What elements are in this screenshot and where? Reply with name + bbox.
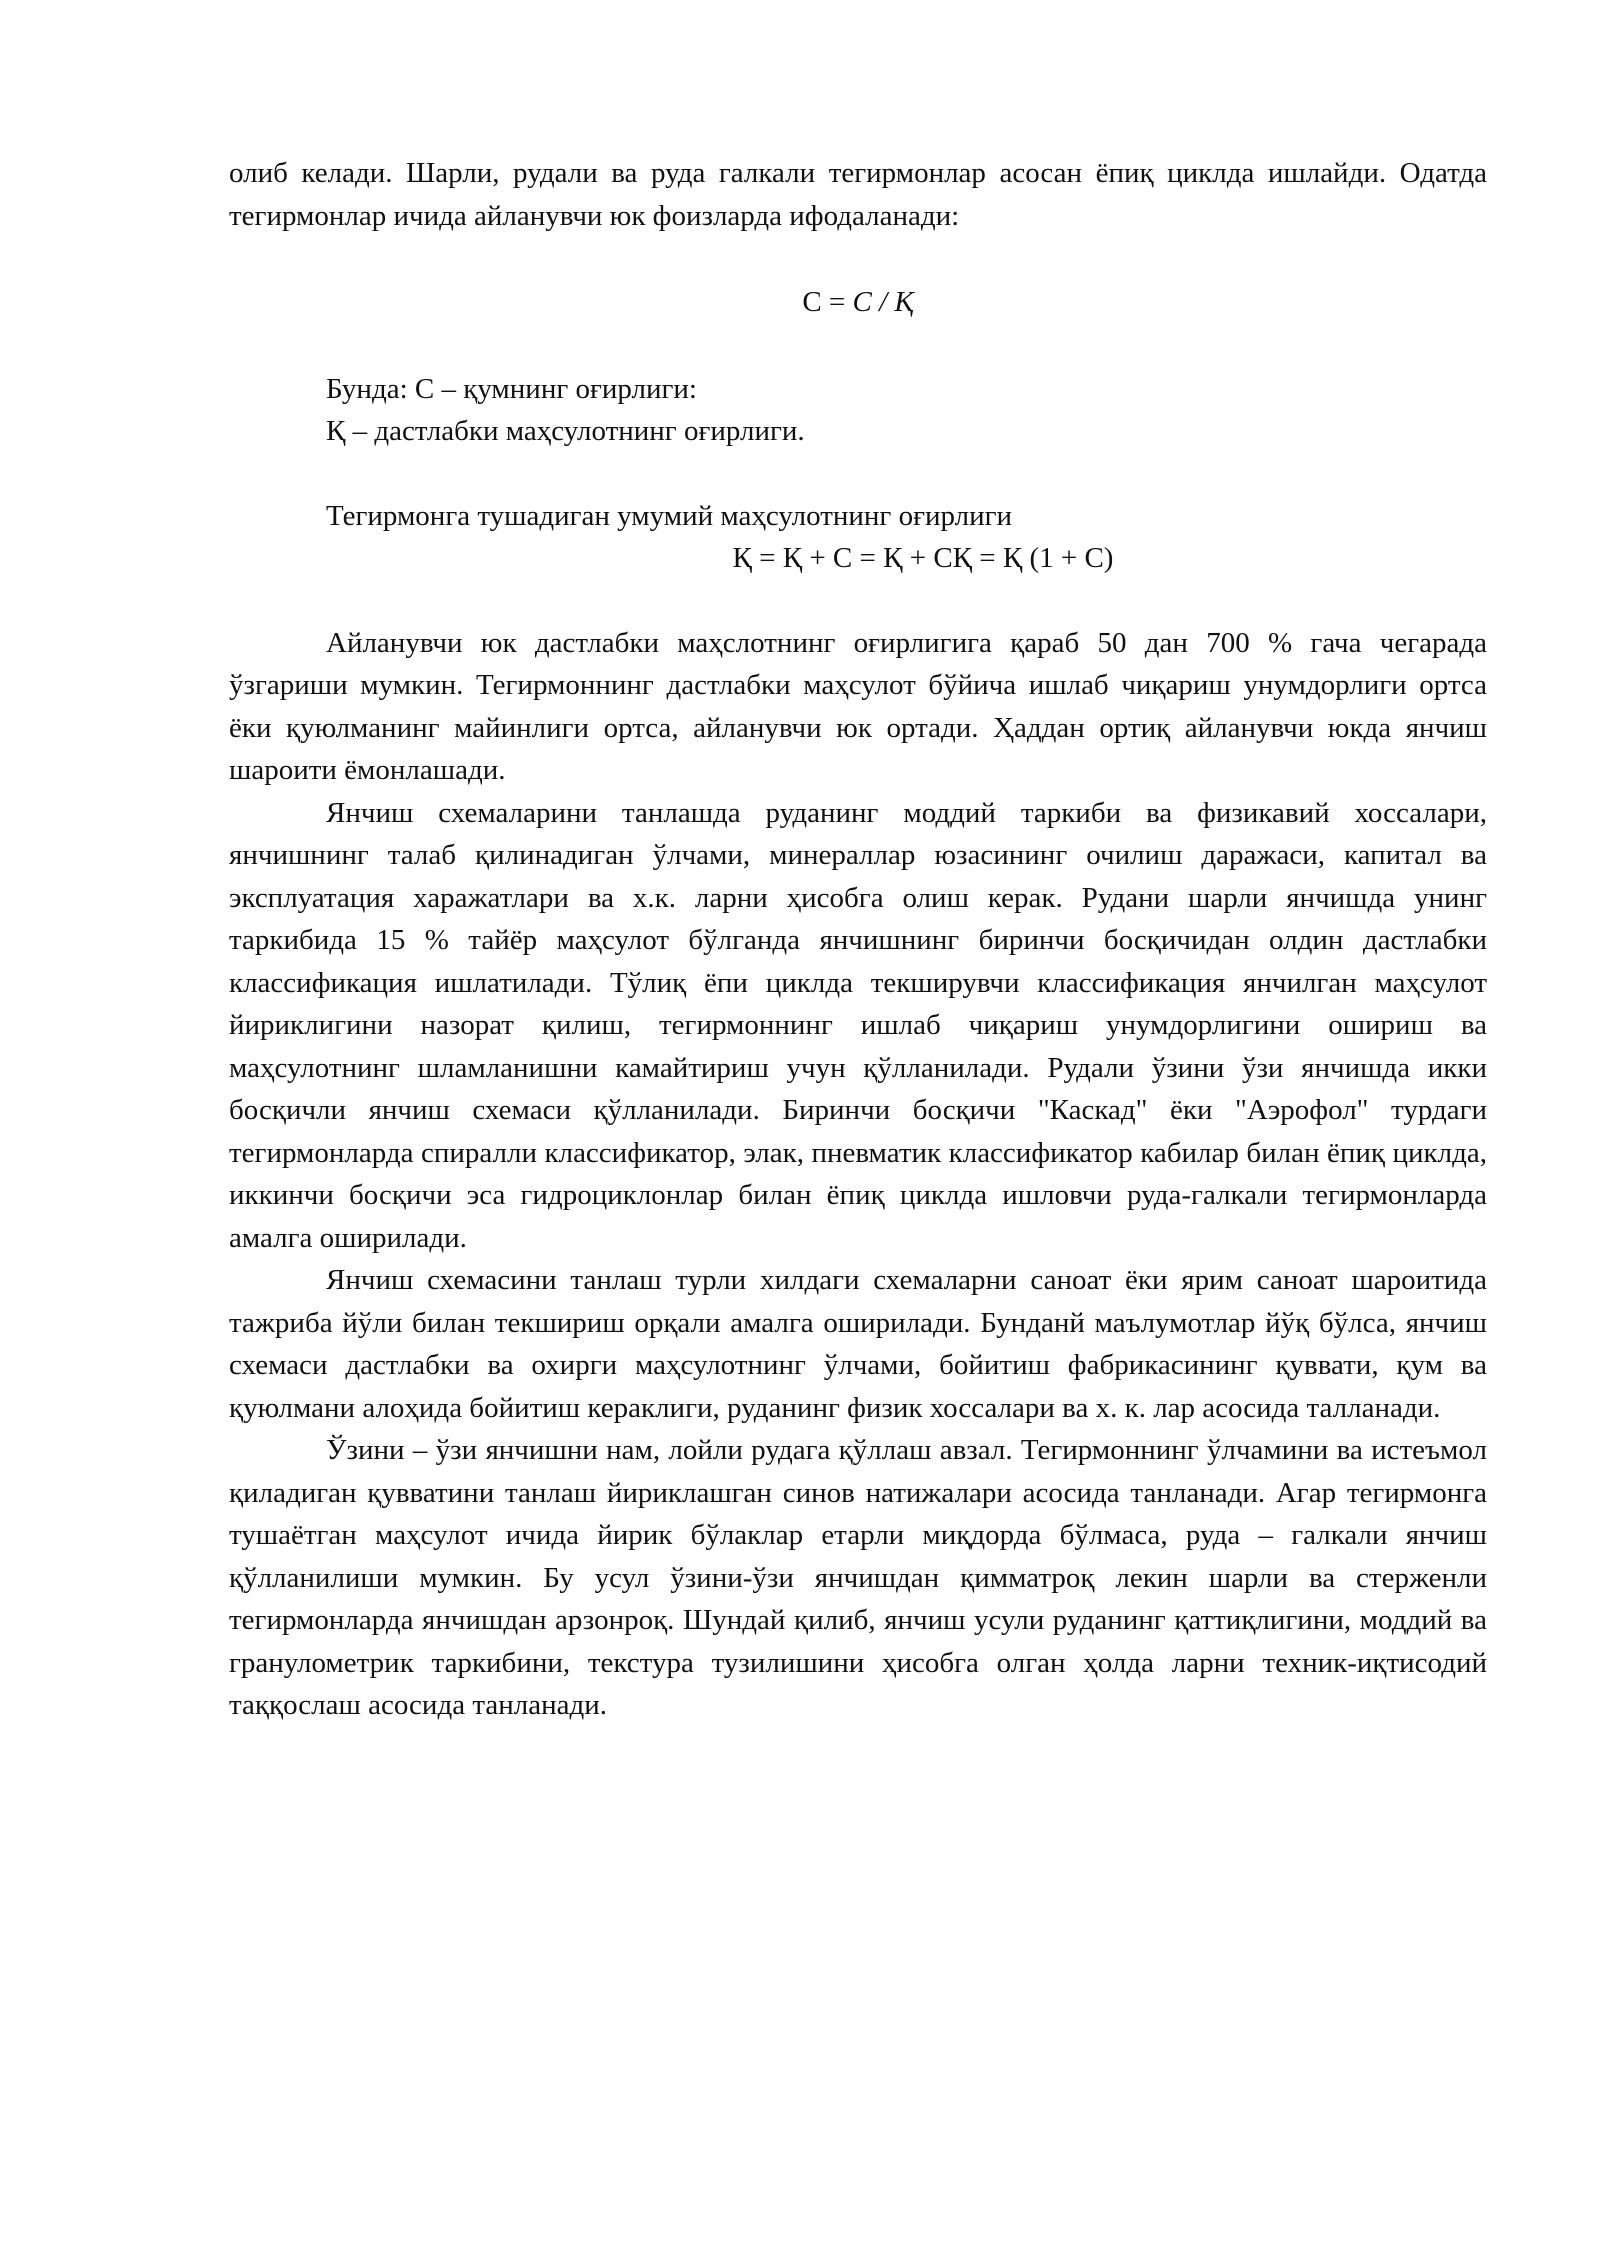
total-product-label: Тегирмонга тушадиган умумий маҳсулотнинг оғирлиги [326,499,1013,532]
body-paragraphs [229,622,1487,1727]
paragraph-scheme-selection: Янчиш схемасини танлаш турли хилдаги схемаларни саноат ёки ярим саноат шароитида тажриба йўли билан текшириш орқали амалга оширилади. Бунданй маълумотлар йўқ бўлса, янчиш схемаси дастлабки ва охирги маҳсулотнинг ўлчами, бойитиш фабрикасининг қуввати, қум ва қуюлмани алоҳида бойитиш кераклиги, руданинг физик хоссалари ва х. к. лар асосида талланади. [229,1264,1487,1424]
page-content [229,152,1487,1727]
definition-sand-weight: Бунда: С – қумнинг оғирлиги: [326,372,697,405]
total-product-formula: Қ = Қ + С = Қ + СҚ = Қ (1 + С) [732,542,1114,574]
formula-rhs: С / Қ [852,286,914,318]
circulating-load-formula [229,281,1487,324]
paragraph-circulating-load: Айланувчи юк дастлабки маҳслотнинг оғирлигига қараб 50 дан 700 % гача чегарада ўзгариши мумкин. Тегирмоннинг дастлабки маҳсулот бўйича ишлаб чиқариш унумдорлиги ортса ёки қуюлманинг майинлиги ортса, айланувчи юк ортади. Ҳаддан ортиқ айланувчи юкда янчиш шароити ёмонлашади. [229,626,1487,786]
paragraph-grinding-schemes: Янчиш схемаларини танлашда руданинг моддий таркиби ва физикавий хоссалари, янчишнинг талаб қилинадиган ўлчами, минераллар юзасининг очилиш даражаси, капитал ва эксплуатация харажатлари ва х.к. ларни ҳисобга олиш керак. Рудани шарли янчишда унинг таркибида 15 % тайёр маҳсулот бўлганда янчишнинг биринчи босқичидан олдин дастлабки классификация ишлатилади. Тўлиқ ёпи циклда текширувчи классификация янчилган маҳсулот йириклигини назорат қилиш, тегирмоннинг ишлаб чиқариш унумдорлигини ошириш ва маҳсулотнинг шламланишни камайтириш учун қўлланилади. Рудали ўзини ўзи янчишда икки босқичли янчиш схемаси қўлланилади. Биринчи босқичи "Каскад" ёки "Аэрофол" турдаги тегирмонларда спиралли классификатор, элак, пневматик классификатор кабилар билан ёпиқ циклда, иккинчи босқичи эса гидроциклонлар билан ёпиқ циклда ишловчи руда-галкали тегирмонларда амалга оширилади. [229,796,1487,1254]
intro-paragraph: олиб келади. Шарли, рудали ва руда галкали тегирмонлар асосан ёпиқ циклда ишлайди. Одатда тегирмонлар ичида айланувчи юк фоизларда ифодаланади: [229,157,1487,232]
paragraph-autogenous-grinding: Ўзини – ўзи янчишни нам, лойли рудага қўллаш авзал. Тегирмоннинг ўлчамини ва истеъмол қиладиган қувватини танлаш йириклашган синов натижалари асосида танланади. Агар тегирмонга тушаётган маҳсулот ичида йирик бўлаклар етарли миқдорда бўлмаса, руда – галкали янчиш қўлланилиши мумкин. Бу усул ўзини-ўзи янчишдан қимматроқ лекин шарли ва стерженли тегирмонларда янчишдан арзонроқ. Шундай қилиб, янчиш усули руданинг қаттиқлигини, моддий ва гранулометрик таркибини, текстура тузилишини ҳисобга олган ҳолда ларни техник-иқтисодий таққослаш асосида танланади. [229,1434,1487,1721]
formula-lhs: С = [802,286,853,318]
definition-initial-product-weight: Қ – дастлабки маҳсулотнинг оғирлиги. [326,415,805,447]
